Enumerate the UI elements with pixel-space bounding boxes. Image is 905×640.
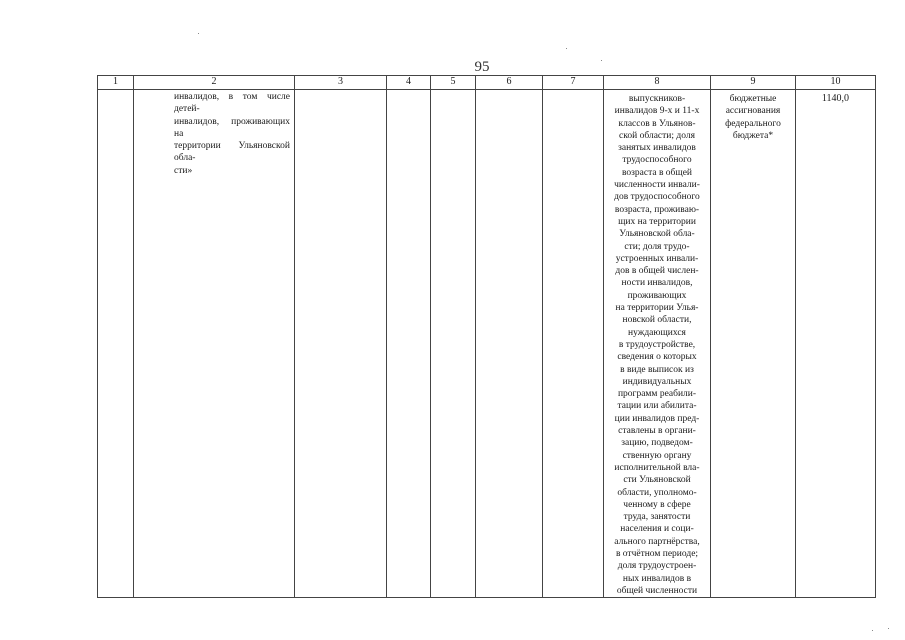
column-header-1: 1 xyxy=(98,76,134,90)
cell-col10-amount xyxy=(796,90,876,598)
funding-amount: 1140,0 xyxy=(821,93,850,104)
column-header-9: 9 xyxy=(711,76,796,90)
cell-col8-indicators xyxy=(604,90,711,598)
column-header-6: 6 xyxy=(476,76,543,90)
funding-source-text: бюджетные ассигнования федерального бюджета* xyxy=(725,94,781,141)
header-row xyxy=(98,76,876,90)
page-number: 95 xyxy=(474,59,490,75)
column-header-4: 4 xyxy=(387,76,431,90)
column-header-5: 5 xyxy=(431,76,476,90)
scan-speck xyxy=(872,630,873,631)
scan-speck xyxy=(601,60,602,61)
program-table xyxy=(97,75,876,598)
cell-col9-funding-source xyxy=(711,90,796,598)
column-header-8: 8 xyxy=(604,76,711,90)
cell-col1 xyxy=(98,90,134,598)
column-header-3: 3 xyxy=(295,76,387,90)
indicators-text: выпускников- инвалидов 9-х и 11-х классов в Ульянов- ской области; доля занятых инвалидов трудоспособного возраста в общей численности инвали- дов трудоспособного возраста, проживаю- щих на территории Ульяновской обла- сти; доля трудо- устроенных инвали- дов в общей числен- ности инвалидов, проживающих на территории Улья- новской области, нуждающихся в трудоустройстве, сведения о которых в виде выписок из индивидуальных программ реабили- тации или абилита- ции инвалидов пред- ставлены в органи- зацию, подведом- ственную органу исполнительной вла- сти Ульяновской области, уполномо- ченному в сфере труда, занятости населения и соци- ального партнёрства, в отчётном периоде; доля трудоустроен- ных инвалидов в общей численности xyxy=(614,94,700,596)
scan-speck xyxy=(198,33,199,34)
column-header-2: 2 xyxy=(134,76,295,90)
cell-col3 xyxy=(295,90,387,598)
cell-col7 xyxy=(543,90,604,598)
column-header-10: 10 xyxy=(796,76,876,90)
table-row xyxy=(98,90,876,598)
scan-speck xyxy=(888,628,889,629)
cell-col2-target-group xyxy=(134,90,295,598)
scan-speck xyxy=(566,48,567,49)
cell-col5 xyxy=(431,90,476,598)
column-header-7: 7 xyxy=(543,76,604,90)
target-group-text: инвалидов, в том числе детей- инвалидов, проживающих на территории Ульяновской обла- сти» xyxy=(174,92,290,176)
cell-col4 xyxy=(387,90,431,598)
cell-col6 xyxy=(476,90,543,598)
